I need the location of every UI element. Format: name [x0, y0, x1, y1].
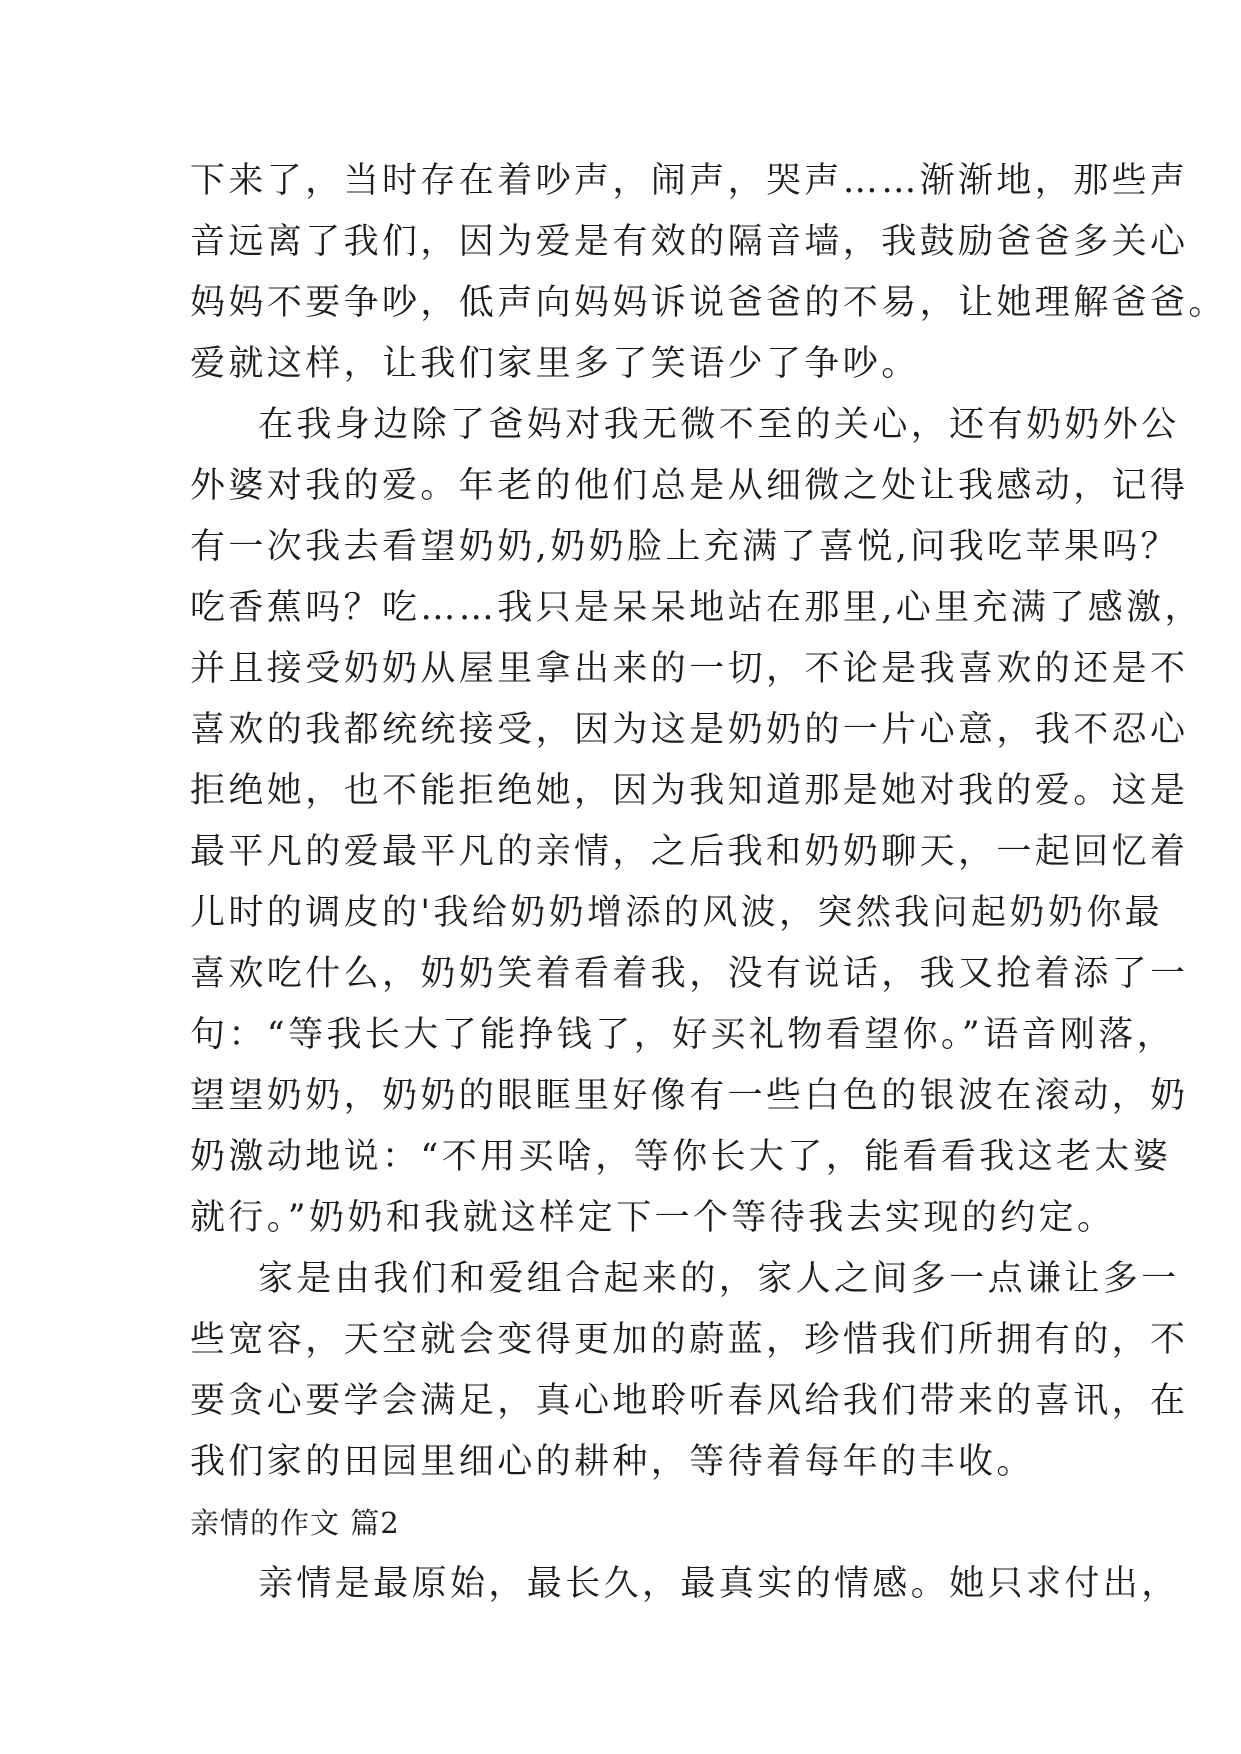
paragraph-line: 在我身边除了爸妈对我无微不至的关心，还有奶奶外公 [258, 405, 1180, 445]
paragraph-1 [190, 151, 1227, 395]
paragraph-line: 音远离了我们，因为爱是有效的隔音墙，我鼓励爸爸多关心 [190, 222, 1189, 262]
paragraph-4 [190, 1554, 1180, 1615]
paragraph-line: 望望奶奶，奶奶的眼眶里好像有一些白色的银波在滚动，奶 [190, 1076, 1189, 1116]
paragraph-line: 喜欢的我都统统接受，因为这是奶奶的一片心意，我不忍心 [190, 710, 1189, 750]
paragraph-line: 拒绝她，也不能拒绝她，因为我知道那是她对我的爱。这是 [190, 771, 1189, 811]
paragraph-line: 有一次我去看望奶奶,奶奶脸上充满了喜悦,问我吃苹果吗？ [190, 527, 1180, 567]
paragraph-line: 并且接受奶奶从屋里拿出来的一切，不论是我喜欢的还是不 [190, 649, 1189, 689]
paragraph-line: 外婆对我的爱。年老的他们总是从细微之处让我感动，记得 [190, 466, 1189, 506]
paragraph-line: 儿时的调皮的'我给奶奶增添的风波，突然我问起奶奶你最 [190, 893, 1164, 933]
paragraph-line: 些宽容，天空就会变得更加的蔚蓝，珍惜我们所拥有的，不 [190, 1320, 1189, 1360]
paragraph-line: 亲情是最原始，最长久，最真实的情感。她只求付出， [258, 1564, 1180, 1604]
paragraph-line: 吃香蕉吗？吃……我只是呆呆地站在那里,心里充满了感激， [190, 588, 1203, 628]
paragraph-line: 家是由我们和爱组合起来的，家人之间多一点谦让多一 [258, 1259, 1180, 1299]
paragraph-line: 句：“等我长大了能挣钱了，好买礼物看望你。”语音刚落， [190, 1015, 1176, 1055]
paragraph-line: 奶激动地说：“不用买啥，等你长大了，能看看我这老太婆 [190, 1137, 1172, 1177]
paragraph-line: 爱就这样，让我们家里多了笑语少了争吵。 [190, 344, 920, 384]
article-body [190, 151, 1227, 1615]
paragraph-line: 我们家的田园里细心的耕种，等待着每年的丰收。 [190, 1442, 1035, 1482]
section-heading: 亲情的作文 篇2 [190, 1506, 400, 1540]
paragraph-line: 喜欢吃什么，奶奶笑着看着我，没有说话，我又抢着添了一 [190, 954, 1189, 994]
paragraph-2 [190, 395, 1203, 1249]
paragraph-line: 就行。”奶奶和我就这样定下一个等待我去实现的约定。 [190, 1198, 1116, 1238]
paragraph-line: 妈妈不要争吵，低声向妈妈诉说爸爸的不易，让她理解爸爸。 [190, 283, 1227, 323]
paragraph-3 [190, 1249, 1189, 1493]
paragraph-line: 下来了，当时存在着吵声，闹声，哭声……渐渐地，那些声 [190, 161, 1189, 201]
paragraph-line: 最平凡的爱最平凡的亲情，之后我和奶奶聊天，一起回忆着 [190, 832, 1189, 872]
paragraph-line: 要贪心要学会满足，真心地聆听春风给我们带来的喜讯，在 [190, 1381, 1189, 1421]
